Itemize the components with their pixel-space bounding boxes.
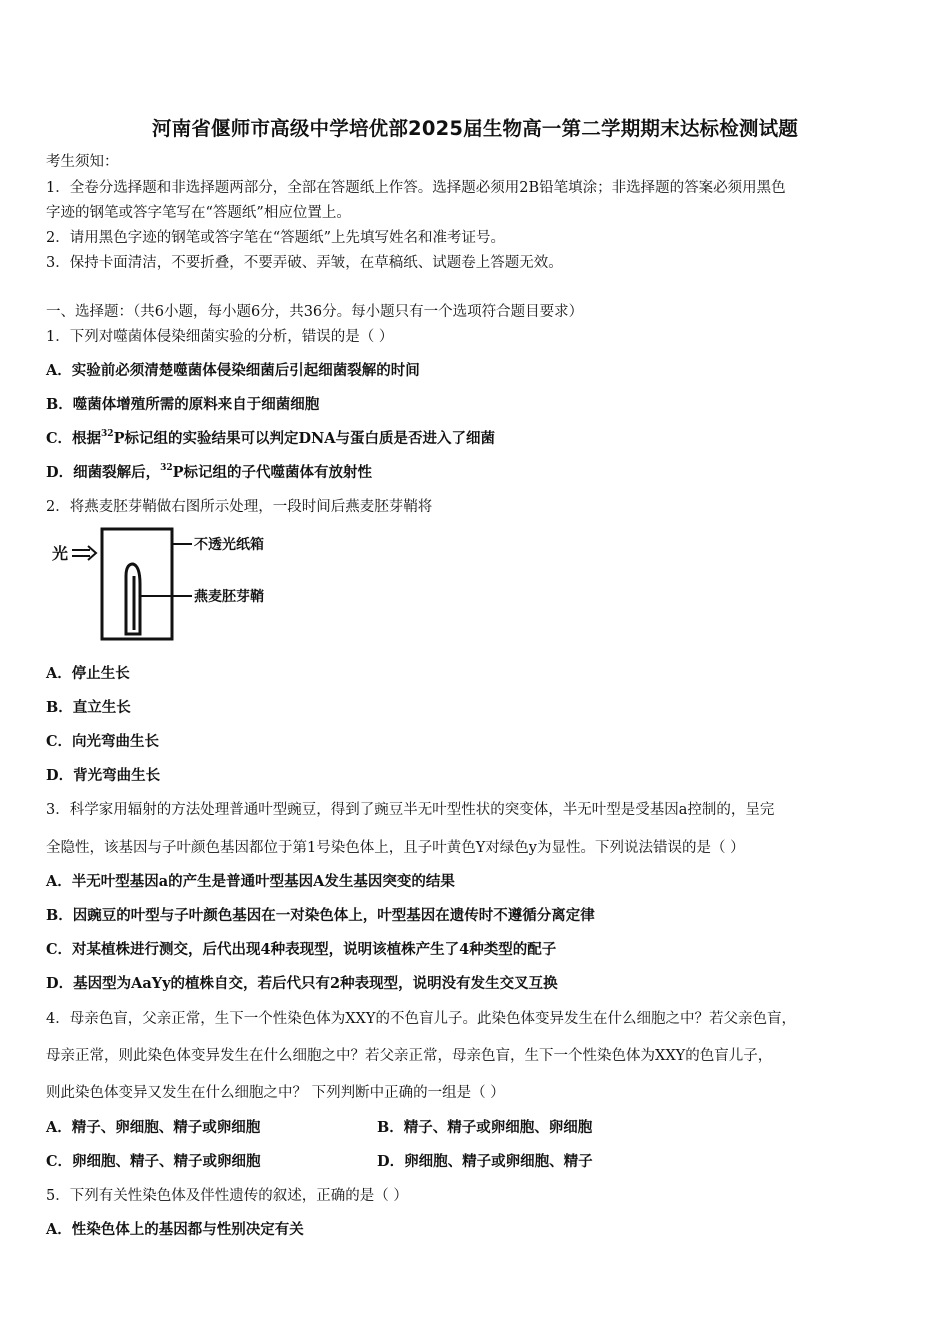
notice-item-2: 2．请用黑色字迹的钢笔或答字笔在“答题纸”上先填写姓名和准考证号。 — [46, 230, 506, 246]
q3-option-c: C．对某植株进行测交，后代出现4种表现型，说明该植株产生了4种类型的配子 — [46, 941, 557, 958]
q5-option-a: A．性染色体上的基因都与性别决定有关 — [46, 1221, 304, 1238]
q1-option-c-sup: 32 — [101, 429, 114, 439]
q2-stem: 2．将燕麦胚芽鞘做右图所示处理，一段时间后燕麦胚芽鞘将 — [46, 499, 433, 515]
q3-stem-line1: 3．科学家用辐射的方法处理普通叶型豌豆，得到了豌豆半无叶型性状的突变体，半无叶型是受基因a控制的，呈完 — [46, 802, 775, 818]
q4-option-a: A．精子、卵细胞、精子或卵细胞 — [46, 1119, 261, 1136]
q1-option-c — [46, 429, 495, 449]
q1-option-a: A．实验前必须清楚噬菌体侵染细菌后引起细菌裂解的时间 — [46, 362, 420, 379]
q3-option-a: A．半无叶型基因a的产生是普通叶型基因A发生基因突变的结果 — [46, 873, 455, 890]
q5-stem: 5．下列有关性染色体及伴性遗传的叙述，正确的是（ ） — [46, 1188, 408, 1204]
q4-option-d: D．卵细胞、精子或卵细胞、精子 — [377, 1153, 593, 1170]
q2-option-a: A．停止生长 — [46, 665, 130, 682]
q3-stem-line2: 全隐性，该基因与子叶颜色基因都位于第1号染色体上，且子叶黄色Y对绿色y为显性。下列说法错误的是（ ） — [46, 840, 745, 856]
light-label: 光 — [52, 544, 69, 563]
q2-option-d: D．背光弯曲生长 — [46, 767, 161, 784]
q1-option-d-sup: 32 — [160, 463, 173, 473]
q1-option-d-pre: D．细菌裂解后， — [46, 464, 161, 481]
q1-option-c-post: P标记组的实验结果可以判定DNA与蛋白质是否进入了细菌 — [113, 430, 496, 447]
box-label: 不透光纸箱 — [194, 537, 264, 553]
q1-option-d-post: P标记组的子代噬菌体有放射性 — [172, 464, 373, 481]
shoot-label: 燕麦胚芽鞘 — [194, 589, 264, 605]
q1-option-c-pre: C．根据 — [46, 430, 102, 447]
q2-figure — [50, 526, 290, 648]
q2-option-c: C．向光弯曲生长 — [46, 733, 160, 750]
section-heading: 一、选择题：（共6小题，每小题6分，共36分。每小题只有一个选项符合题目要求） — [46, 304, 584, 320]
notice-item-1: 1．全卷分选择题和非选择题两部分，全部在答题纸上作答。选择题必须用2B铅笔填涂；非选择题的答案必须用黑色 — [46, 180, 786, 196]
notice-item-3: 3．保持卡面清洁，不要折叠，不要弄破、弄皱，在草稿纸、试题卷上答题无效。 — [46, 255, 563, 271]
q1-option-b: B．噬菌体增殖所需的原料来自于细菌细胞 — [46, 396, 320, 413]
q4-option-b: B．精子、精子或卵细胞、卵细胞 — [377, 1119, 593, 1136]
q1-stem: 1．下列对噬菌体侵染细菌实验的分析，错误的是（ ） — [46, 329, 394, 345]
q4-stem-line3: 则此染色体变异又发生在什么细胞之中？ 下列判断中正确的一组是（ ） — [46, 1085, 505, 1101]
q2-option-b: B．直立生长 — [46, 699, 131, 716]
q4-option-c: C．卵细胞、精子、精子或卵细胞 — [46, 1153, 261, 1170]
arrow-right-icon — [72, 546, 96, 560]
q3-option-d: D．基因型为AaYy的植株自交，若后代只有2种表现型，说明没有发生交叉互换 — [46, 975, 558, 992]
q1-option-d — [46, 463, 372, 483]
q4-stem-line1: 4．母亲色盲，父亲正常，生下一个性染色体为XXY的不色盲儿子。此染色体变异发生在什么细胞之中？若父亲色盲， — [46, 1011, 796, 1027]
page-title: 河南省偃师市高级中学培优部2025届生物高一第二学期期末达标检测试题 — [151, 117, 799, 140]
notice-heading: 考生须知： — [46, 154, 119, 170]
q3-option-b: B．因豌豆的叶型与子叶颜色基因在一对染色体上，叶型基因在遗传时不遵循分离定律 — [46, 907, 595, 924]
q4-stem-line2: 母亲正常，则此染色体变异发生在什么细胞之中？若父亲正常，母亲色盲，生下一个性染色体为XXY的色盲儿子， — [46, 1048, 773, 1064]
notice-item-1-cont: 字迹的钢笔或答字笔写在“答题纸”相应位置上。 — [46, 205, 351, 221]
